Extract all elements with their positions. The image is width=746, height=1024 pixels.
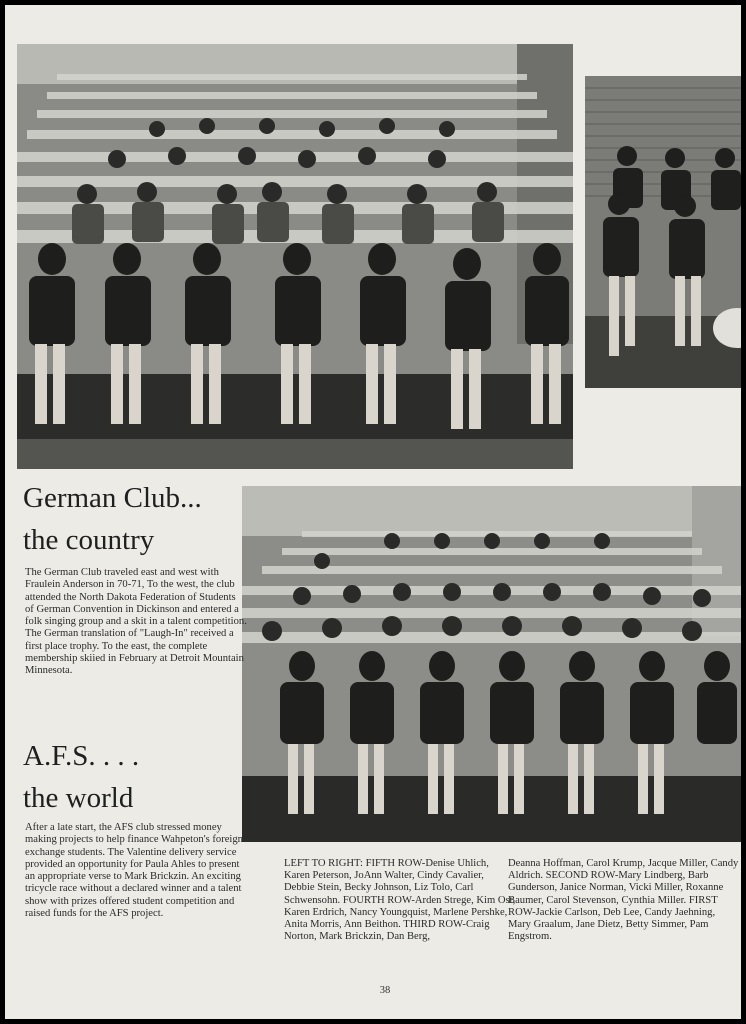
yearbook-page <box>5 5 741 1019</box>
german-club-group-photo <box>17 44 573 469</box>
afs-club-small-photo <box>585 76 741 388</box>
german-club-heading: German Club... <box>23 482 202 514</box>
auditorium-photo-graphic <box>17 44 573 469</box>
german-club-subheading: the country <box>23 524 155 556</box>
afs-subheading: the world <box>23 782 134 814</box>
afs-body-text: After a late start, the AFS club stressed money making projects to help finance Wahpeton's foreign exchange students. The Valentine delivery service provided an opportunity for Paula Ahles to present an appropriate verse to Mark Brickzin. An exciting tricycle race without a declared winner and a talent show with prizes offered student competition and raised funds for the AFS project. <box>25 822 243 920</box>
photo-caption-column-1: LEFT TO RIGHT: FIFTH ROW-Denise Uhlich, Karen Peterson, JoAnn Walter, Cindy Cavalier, Debbie Stein, Becky Johnson, Liz Tolo, Carl Schwensohn. FOURTH ROW-Arden Strege, Kim Ost, Karen Erdrich, Nancy Youngquist, Marlene Pershke, Anita Morris, Ann Beithon. THIRD ROW-Craig Norton, Mark Brickzin, Dan Berg, <box>284 858 516 943</box>
page-number: 38 <box>379 985 391 996</box>
german-club-body-text: The German Club traveled east and west with Fraulein Anderson in 70-71, To the west, the club attended the North Dakota Federation of Students of German Convention in Dickinson and entered a folk singing group and a skit in a talent competition. The German translation of "Laugh-In" received a first place trophy. To the east, the complete membership skiied in February at Detroit Mountain Minnesota. <box>25 567 247 677</box>
photo-caption-column-2: Deanna Hoffman, Carol Krump, Jacque Miller, Candy Aldrich. SECOND ROW-Mary Lindberg, Barb Gunderson, Janice Norman, Vicki Miller, Roxanne Baumer, Carol Stevenson, Cynthia Miller. FIRST ROW-Jackie Carlson, Deb Lee, Candy Jaehning, Mary Graalum, Jane Dietz, Betty Simmer, Pam Engstrom. <box>508 858 739 943</box>
afs-heading: A.F.S. . . . <box>23 740 140 772</box>
afs-club-group-photo <box>242 486 741 842</box>
auditorium-photo-graphic-2 <box>242 486 741 842</box>
brick-wall-photo-graphic <box>585 76 741 388</box>
